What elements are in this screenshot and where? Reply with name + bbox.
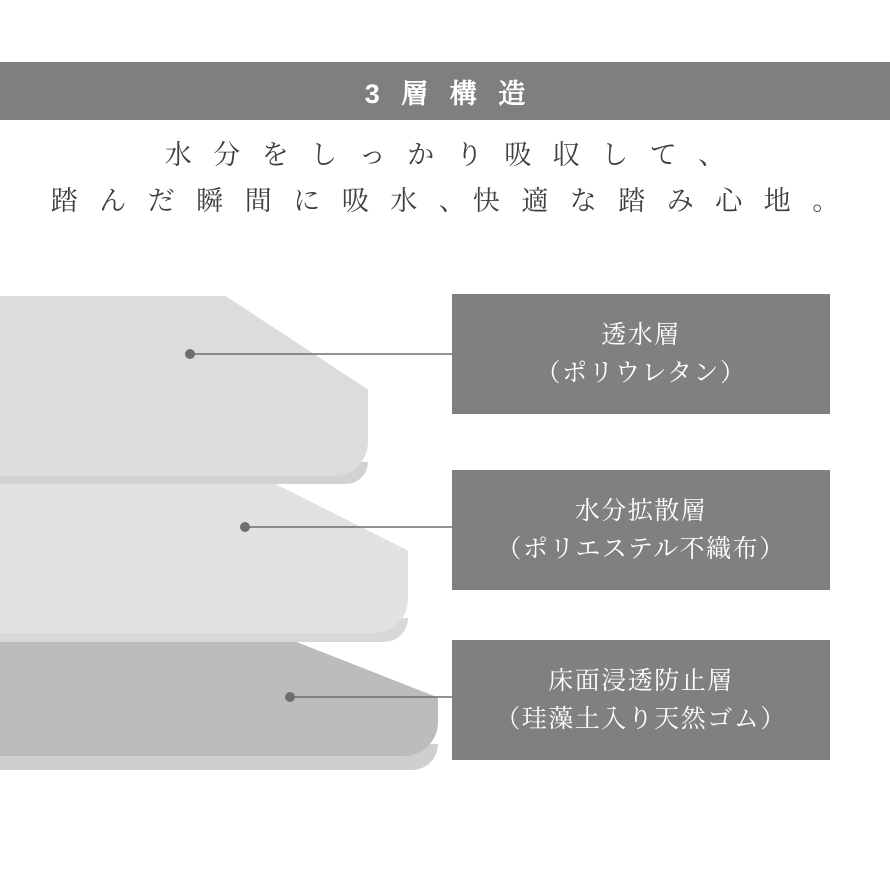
layer-slab-middle bbox=[0, 468, 408, 658]
page-title: 3 層 構 造 bbox=[364, 78, 533, 109]
lead-line-1: 水 分 を し っ か り 吸 収 し て 、 bbox=[164, 140, 733, 170]
lead-line-2: 踏 ん だ 瞬 間 に 吸 水 、快 適 な 踏 み 心 地 。 bbox=[50, 186, 847, 217]
layer-label-bottom-material: （珪藻土入り天然ゴム） bbox=[495, 705, 787, 733]
layer-slab-top-top bbox=[0, 296, 368, 476]
layer-label-bottom-name: 床面浸透防止層 bbox=[548, 667, 734, 695]
layer-label-middle-material: （ポリエステル不織布） bbox=[496, 535, 786, 563]
lead-copy bbox=[0, 132, 890, 225]
layer-label-top bbox=[452, 294, 830, 414]
layer-slab-bottom bbox=[0, 634, 438, 794]
layer-slab-top bbox=[0, 296, 368, 496]
layer-label-bottom bbox=[452, 640, 830, 760]
header-bar bbox=[0, 62, 890, 120]
layer-label-middle-name: 水分拡散層 bbox=[574, 497, 708, 525]
layer-label-top-material: （ポリウレタン） bbox=[535, 359, 747, 387]
layer-label-middle bbox=[452, 470, 830, 590]
layer-label-top-name: 透水層 bbox=[601, 321, 681, 349]
